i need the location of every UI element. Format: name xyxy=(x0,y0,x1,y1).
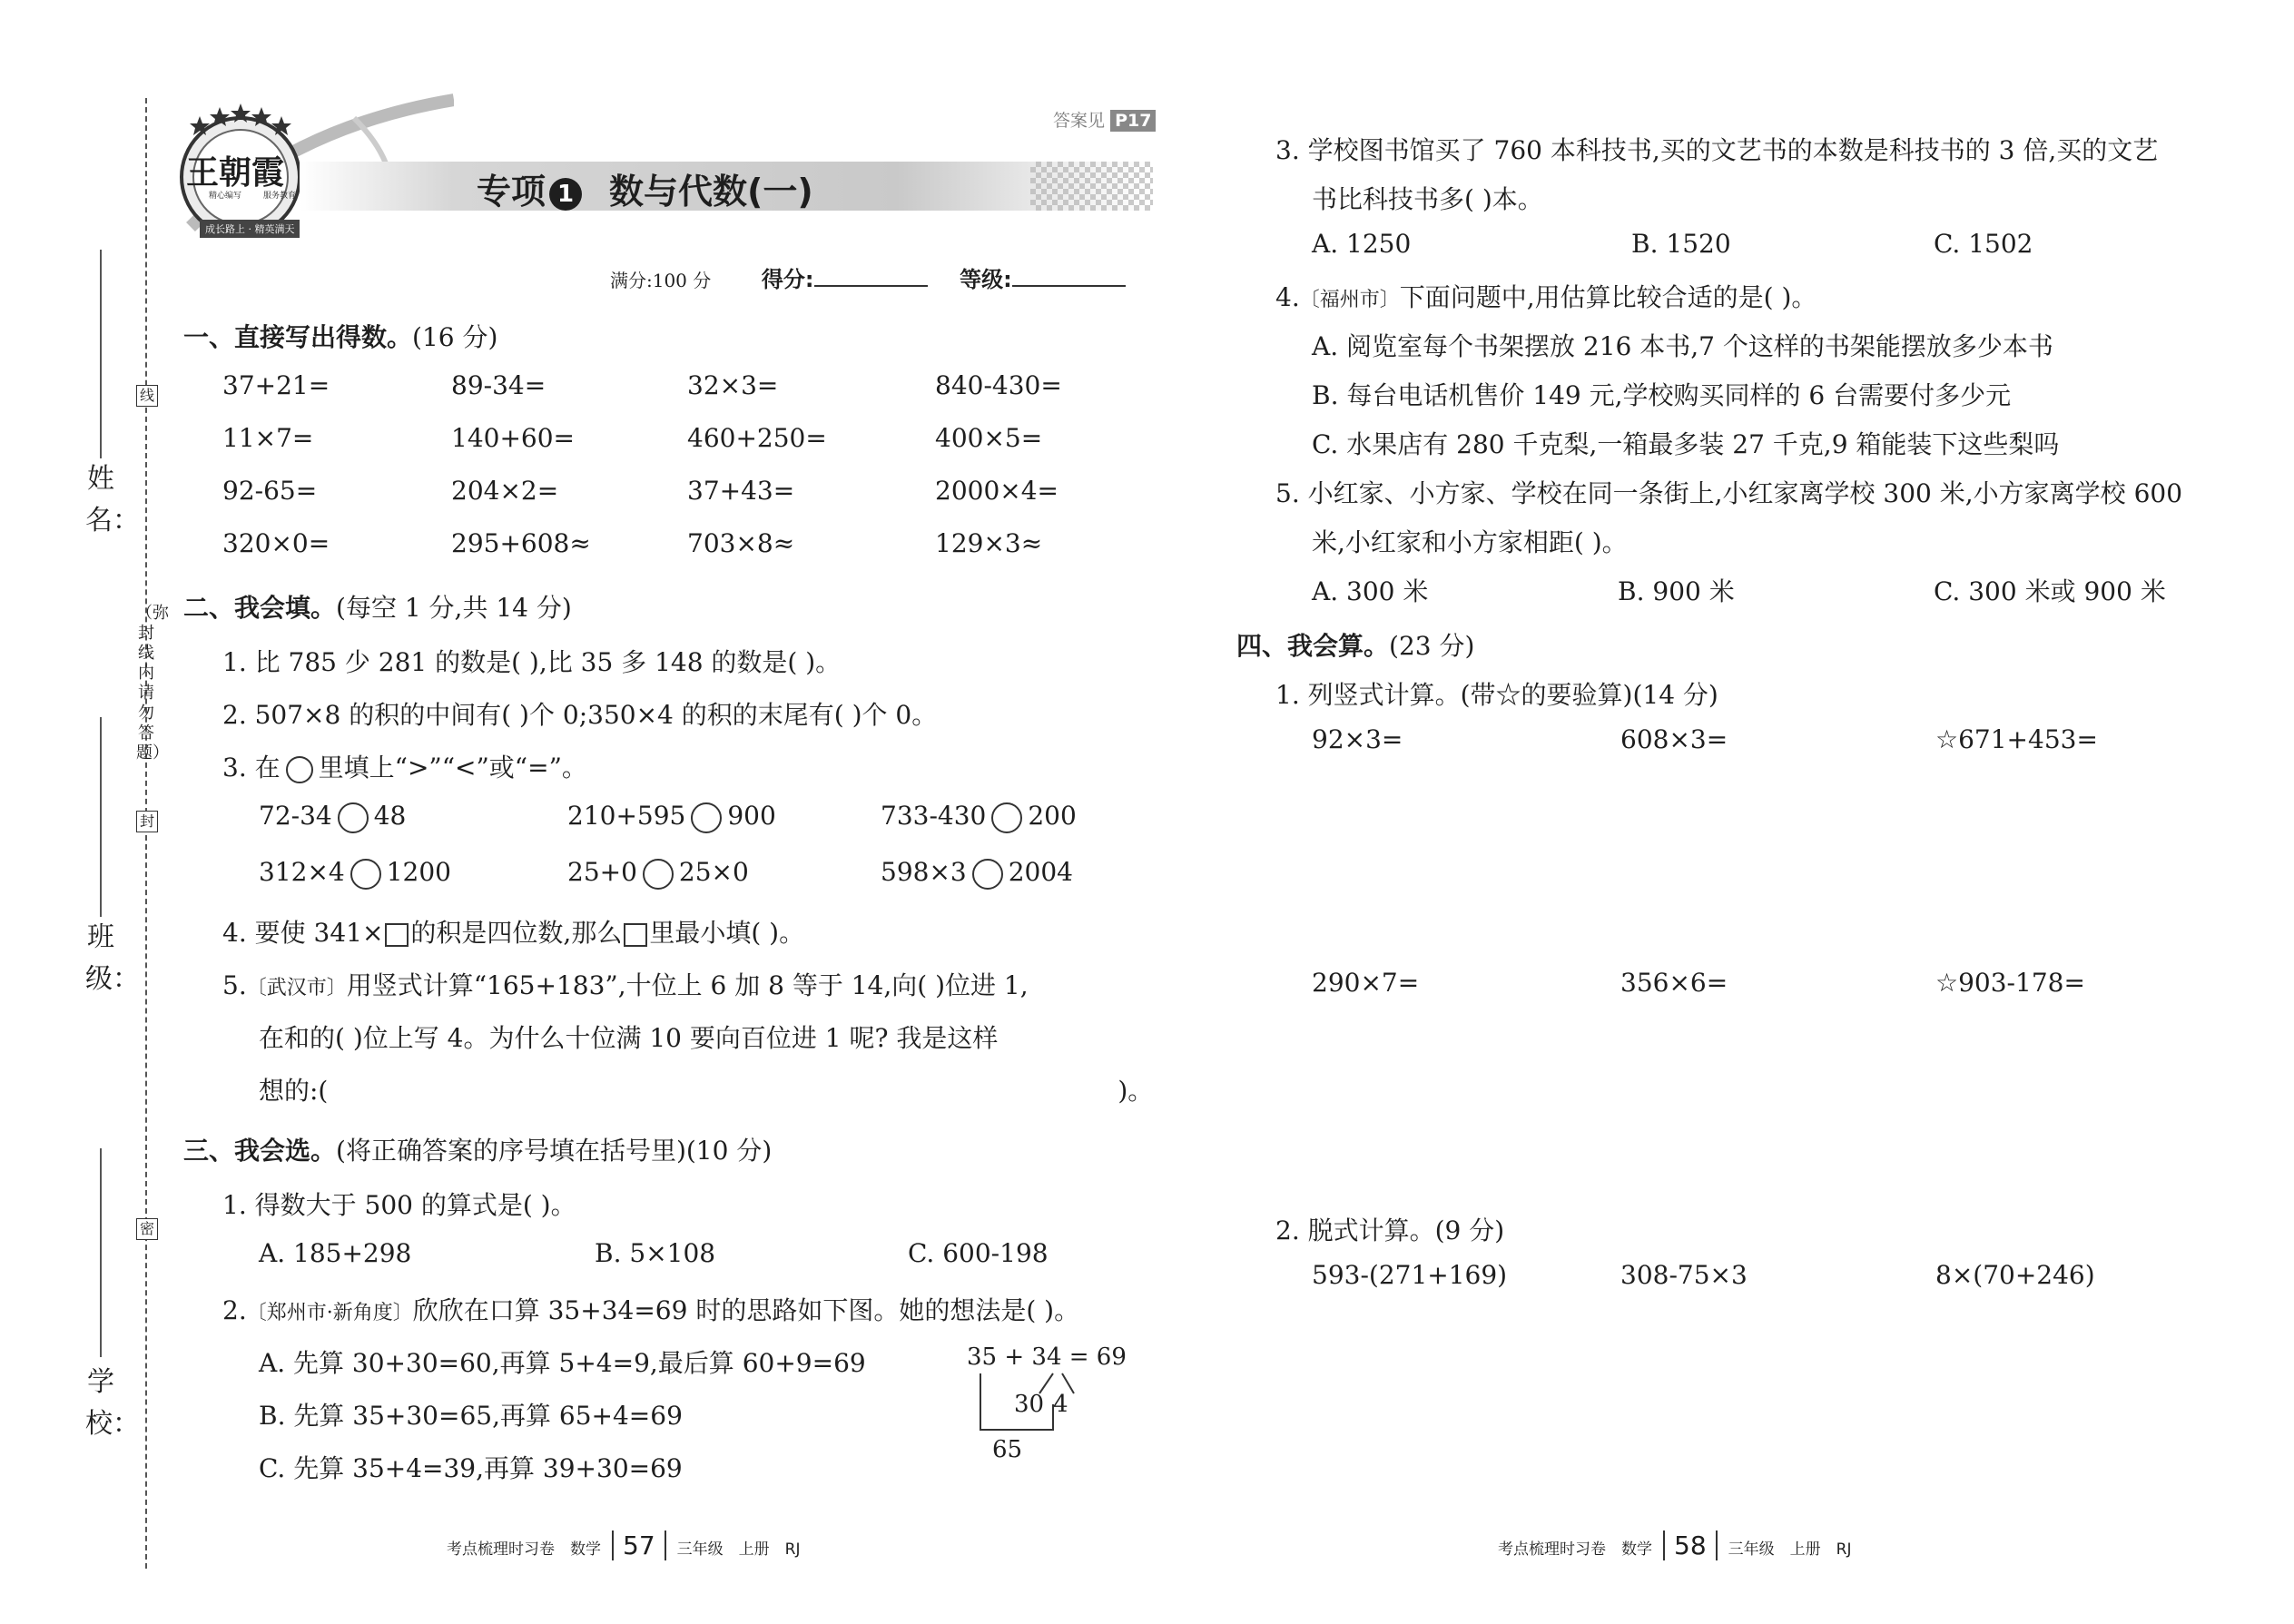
section4-points: (23 分) xyxy=(1389,631,1475,661)
choice-q4 xyxy=(1275,278,1816,314)
section4-title: 四、我会算。 xyxy=(1236,631,1390,661)
score-label: 得分: xyxy=(761,267,814,292)
section4-heading xyxy=(1236,626,1474,663)
fill-q4-pre: 4. 要使 341× xyxy=(222,918,384,948)
calc-item: 295+608≈ xyxy=(451,528,591,558)
calc-item: 89-34= xyxy=(451,370,546,400)
compare-right: 200 xyxy=(1028,801,1077,831)
choice-option[interactable]: B. 1520 xyxy=(1631,229,1731,259)
choice-option[interactable]: B. 每台电话机售价 149 元,学校购买同样的 6 台需要付多少元 xyxy=(1312,380,2012,410)
fill-q5-text: 用竖式计算“165+183”,十位上 6 加 8 等于 14,向( )位进 1, xyxy=(346,970,1029,1000)
compare-circle[interactable] xyxy=(643,859,674,890)
compare-left: 733-430 xyxy=(881,801,987,831)
school-label: 学校： xyxy=(85,1366,140,1440)
calc-item: 320×0= xyxy=(222,528,330,558)
class-label: 班级： xyxy=(85,921,140,995)
logo-slogan-1: 精心编写 xyxy=(209,192,242,201)
compare-left: 25+0 xyxy=(567,857,637,887)
section3-title: 三、我会选。 xyxy=(183,1136,337,1166)
choice-q2 xyxy=(222,1291,1079,1327)
calc-item: 140+60= xyxy=(451,423,575,453)
fill-q5-number: 5. xyxy=(222,970,247,1000)
compare-left: 312×4 xyxy=(259,857,345,887)
fill-q2: 2. 507×8 的积的中间有( )个 0;350×4 的积的末尾有( )个 0。 xyxy=(222,700,938,730)
grade-label: 等级: xyxy=(960,267,1012,292)
compare-circle[interactable] xyxy=(691,802,722,833)
choice-q5-line1: 5. 小红家、小方家、学校在同一条街上,小红家离学校 300 米,小方家离学校 600 xyxy=(1275,478,2183,508)
section3-heading xyxy=(183,1131,772,1167)
compare-item xyxy=(567,801,776,833)
calc-item: 2000×4= xyxy=(935,476,1058,506)
fill-q3-pre: 3. 在 xyxy=(222,753,281,782)
choice-q4-text: 下面问题中,用估算比较合适的是( )。 xyxy=(1399,282,1817,312)
name-label: 姓名： xyxy=(85,463,140,536)
fill-q5-line1 xyxy=(222,966,1029,1002)
choice-option[interactable]: C. 600-198 xyxy=(908,1238,1049,1268)
compare-left: 210+595 xyxy=(567,801,686,831)
choice-option[interactable]: A. 185+298 xyxy=(259,1238,412,1268)
choice-q3-line2: 书比科技书多( )本。 xyxy=(1312,184,1543,214)
seal-dense-box: 密 xyxy=(136,1218,158,1240)
section2-heading xyxy=(183,588,572,625)
vertical-calc-item: 356×6= xyxy=(1620,968,1728,998)
fill-q4-post: 里最小填( )。 xyxy=(649,918,805,948)
fill-q3-post: 里填上“>”“<”或“=”。 xyxy=(318,753,587,782)
compare-circle[interactable] xyxy=(991,802,1022,833)
fill-q5-line2: 在和的( )位上写 4。为什么十位满 10 要向百位进 1 呢? 我是这样 xyxy=(259,1023,999,1053)
choice-option[interactable]: B. 900 米 xyxy=(1618,576,1735,606)
compare-right: 25×0 xyxy=(678,857,749,887)
section1-title: 一、直接写出得数。 xyxy=(183,322,413,352)
choice-option[interactable]: C. 先算 35+4=39,再算 39+30=69 xyxy=(259,1453,683,1483)
choice-option[interactable]: A. 阅览室每个书架摆放 216 本书,7 个这样的书架能摆放多少本书 xyxy=(1312,331,2053,361)
city-tag: 〔郑州市·新角度〕 xyxy=(246,1302,413,1324)
choice-option[interactable]: A. 300 米 xyxy=(1312,576,1429,606)
compare-right: 48 xyxy=(373,801,407,831)
compare-item xyxy=(881,801,1077,833)
section1-heading xyxy=(183,318,497,354)
title-number-badge: 1 xyxy=(549,178,582,211)
vertical-calc-item: 92×3= xyxy=(1312,724,1403,754)
calc-item: 840-430= xyxy=(935,370,1062,400)
circle-icon xyxy=(286,756,313,783)
stepwise-calc-item: 593-(271+169) xyxy=(1312,1260,1508,1290)
choice-q1: 1. 得数大于 500 的算式是( )。 xyxy=(222,1190,576,1220)
seal-seal-box: 封 xyxy=(136,811,158,832)
compare-item xyxy=(259,801,406,833)
compare-item xyxy=(567,857,749,890)
choice-option[interactable]: C. 水果店有 280 千克梨,一箱最多装 27 千克,9 箱能装下这些梨吗 xyxy=(1312,429,2060,459)
stepwise-calc-item: 8×(70+246) xyxy=(1935,1260,2095,1290)
fill-q1: 1. 比 785 少 281 的数是( ),比 35 多 148 的数是( )。 xyxy=(222,647,842,677)
choice-q3-line1: 3. 学校图书馆买了 760 本科技书,买的文艺书的本数是科技书的 3 倍,买的文艺 xyxy=(1275,135,2159,165)
calc-item: 460+250= xyxy=(687,423,827,453)
vertical-calc-item: ☆671+453= xyxy=(1935,724,2098,754)
fill-q5-open: 想的:( xyxy=(259,1076,329,1106)
choice-q5-line2: 米,小红家和小方家相距( )。 xyxy=(1312,527,1628,557)
square-blank[interactable] xyxy=(385,923,409,947)
answer-ref-label: 答案见 xyxy=(1053,111,1106,131)
choice-option[interactable]: A. 1250 xyxy=(1312,229,1412,259)
fill-q5-line3 xyxy=(259,1071,1153,1107)
diagram-split-1: 30 xyxy=(1014,1391,1045,1418)
choice-option[interactable]: A. 先算 30+30=60,再算 5+4=9,最后算 60+9=69 xyxy=(259,1348,866,1378)
calc-item: 703×8≈ xyxy=(687,528,795,558)
calc-item: 32×3= xyxy=(687,370,779,400)
calc-item: 129×3≈ xyxy=(935,528,1043,558)
section2-points: (每空 1 分,共 14 分) xyxy=(336,593,572,623)
footer-left xyxy=(447,1530,800,1560)
choice-q2-number: 2. xyxy=(222,1295,247,1325)
title-text: 数与代数(一) xyxy=(609,172,813,212)
compare-right: 1200 xyxy=(386,857,451,887)
city-tag: 〔武汉市〕 xyxy=(246,977,347,999)
full-score: 满分:100 分 xyxy=(610,270,712,291)
choice-q2-text: 欣欣在口算 35+34=69 时的思路如下图。她的想法是( )。 xyxy=(412,1295,1080,1325)
city-tag: 〔福州市〕 xyxy=(1299,289,1400,311)
calc-sub1-heading: 1. 列竖式计算。(带☆的要验算)(14 分) xyxy=(1275,680,1718,710)
diagram-result: 65 xyxy=(992,1436,1023,1463)
calc-item: 92-65= xyxy=(222,476,318,506)
vertical-calc-item: ☆903-178= xyxy=(1935,968,2085,998)
logo-ribbon: 成长路上 · 精英满天 xyxy=(205,223,295,235)
seal-dashed-line xyxy=(145,98,147,1569)
calc-item: 204×2= xyxy=(451,476,559,506)
answer-ref-page: P17 xyxy=(1110,110,1156,132)
title-banner-pattern xyxy=(1030,162,1153,211)
fill-q3 xyxy=(222,748,587,784)
calc-item: 11×7= xyxy=(222,423,314,453)
stepwise-calc-item: 308-75×3 xyxy=(1620,1260,1748,1290)
fill-q4 xyxy=(222,913,804,950)
seal-note: （弥封线内请勿答题） xyxy=(136,604,169,763)
footer-text: 三年级 上册 RJ xyxy=(1728,1540,1852,1559)
footer-text: 三年级 上册 RJ xyxy=(676,1540,801,1559)
compare-item xyxy=(259,857,451,890)
calc-item: 37+43= xyxy=(687,476,795,506)
logo-name: 王朝霞 xyxy=(186,153,285,192)
choice-q4-number: 4. xyxy=(1275,282,1300,312)
calc-item: 400×5= xyxy=(935,423,1043,453)
compare-circle[interactable] xyxy=(338,802,369,833)
footer-right xyxy=(1498,1530,1851,1560)
choice-option[interactable]: B. 5×108 xyxy=(595,1238,716,1268)
calc-item: 37+21= xyxy=(222,370,330,400)
vertical-calc-item: 290×7= xyxy=(1312,968,1420,998)
diagram-split-2: 4 xyxy=(1053,1391,1068,1418)
title-prefix: 专项 xyxy=(477,172,546,212)
fill-q4-mid: 的积是四位数,那么 xyxy=(410,918,623,948)
vertical-calc-item: 608×3= xyxy=(1620,724,1728,754)
compare-left: 72-34 xyxy=(259,801,332,831)
grade-blank[interactable] xyxy=(1012,265,1126,287)
page-title xyxy=(477,163,813,213)
compare-right: 2004 xyxy=(1008,857,1073,887)
seal-line-box: 线 xyxy=(136,385,158,407)
section1-points: (16 分) xyxy=(412,322,498,352)
score-blank[interactable] xyxy=(814,265,928,287)
logo-slogan-2: 服务教育 xyxy=(263,192,297,201)
diagram-expression: 35 + 34 = 69 xyxy=(967,1343,1127,1371)
compare-item xyxy=(881,857,1073,890)
footer-text: 考点梳理时习卷 数学 xyxy=(447,1540,601,1559)
school-underline xyxy=(100,1148,102,1357)
section2-title: 二、我会填。 xyxy=(183,593,337,623)
name-underline xyxy=(100,250,102,458)
fill-q5-close: )。 xyxy=(1117,1076,1154,1106)
compare-circle[interactable] xyxy=(972,859,1003,890)
score-bar xyxy=(610,261,1126,293)
page-number: 58 xyxy=(1663,1530,1718,1560)
square-icon xyxy=(624,923,647,947)
choice-option[interactable]: B. 先算 35+30=65,再算 65+4=69 xyxy=(259,1401,683,1431)
class-underline xyxy=(100,717,102,917)
footer-text: 考点梳理时习卷 数学 xyxy=(1498,1540,1652,1559)
compare-left: 598×3 xyxy=(881,857,967,887)
section3-points: (将正确答案的序号填在括号里)(10 分) xyxy=(336,1136,773,1166)
choice-option[interactable]: C. 1502 xyxy=(1934,229,2033,259)
compare-circle[interactable] xyxy=(350,859,381,890)
calc-sub2-heading: 2. 脱式计算。(9 分) xyxy=(1275,1216,1505,1245)
answer-reference xyxy=(1053,107,1156,132)
compare-right: 900 xyxy=(727,801,776,831)
page-number: 57 xyxy=(612,1530,666,1560)
choice-option[interactable]: C. 300 米或 900 米 xyxy=(1934,576,2166,606)
